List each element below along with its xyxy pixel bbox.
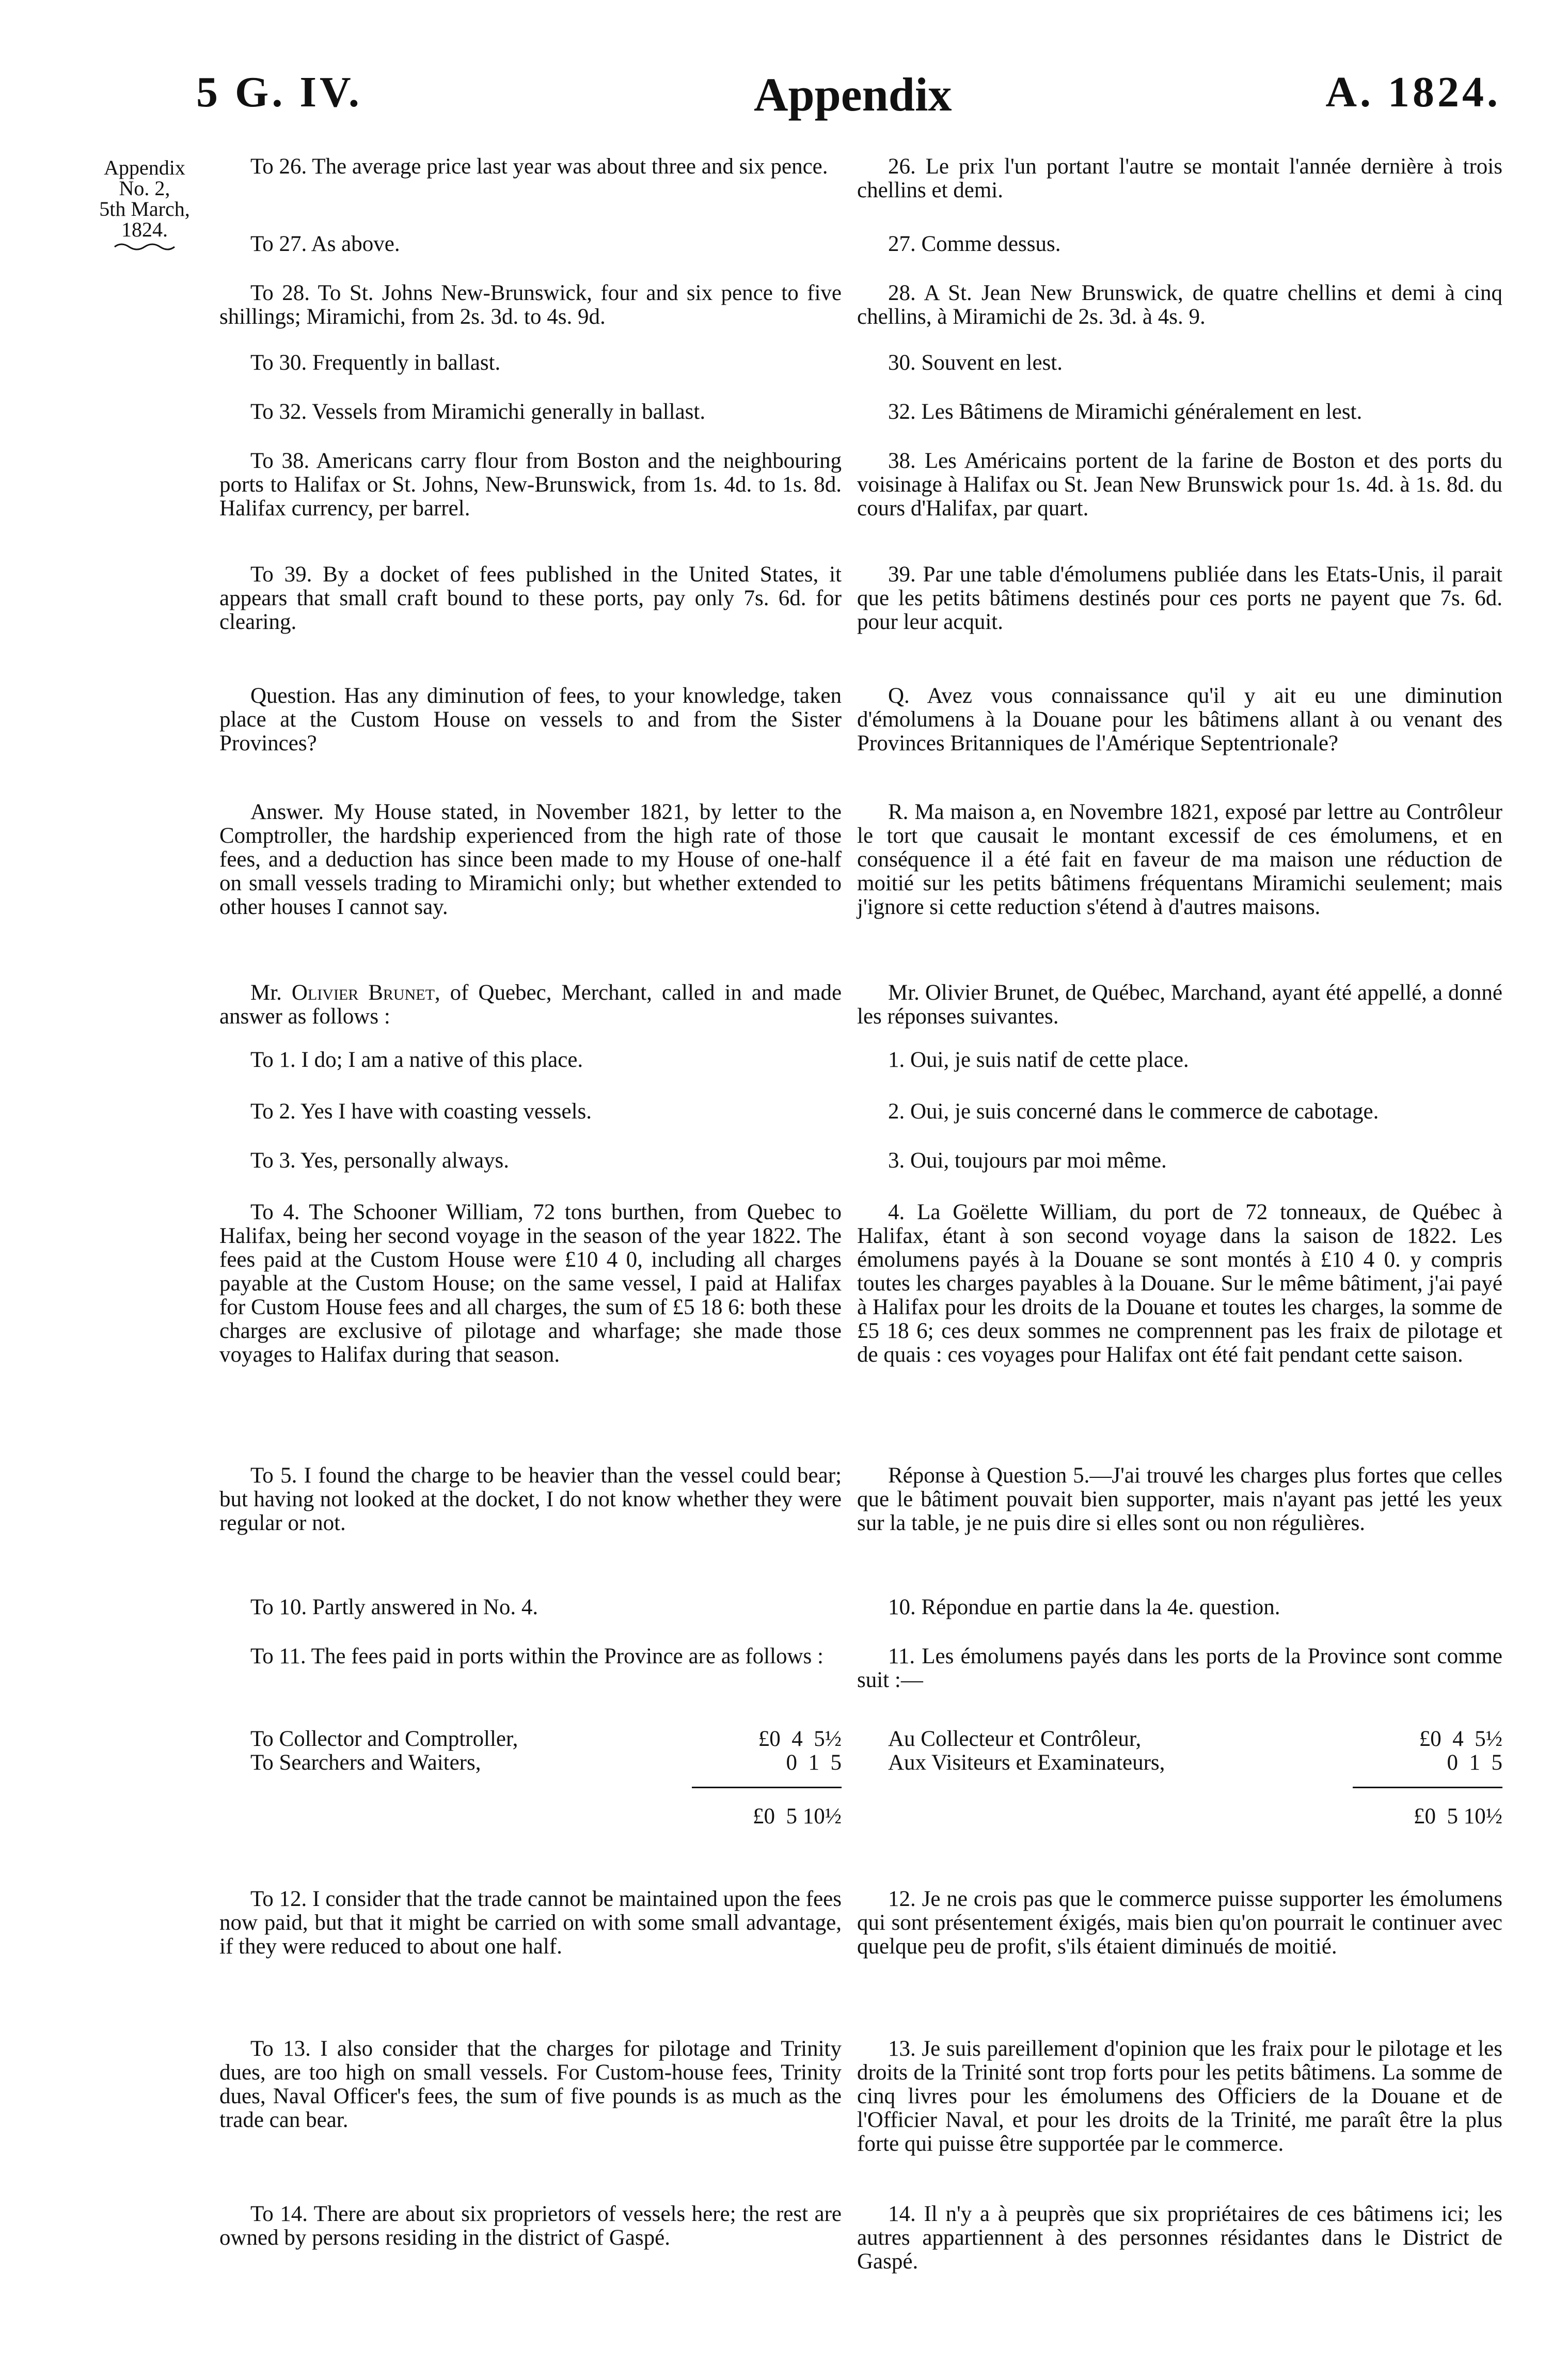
answer-2-en: To 2. Yes I have with coasting vessels.: [250, 1099, 592, 1124]
margin-note-line: No. 2,: [119, 177, 170, 200]
margin-note-line: Appendix: [104, 156, 185, 179]
answer-4-en: To 4. The Schooner William, 72 tons burthen, from Quebec to Halifax, being her second voyage in the season of the year 1822. The fees paid at the Custom House were £10 4 0, including all charges payable at the Custom House; on the same vessel, I paid at Halifax for Custom House fees and all charges, the sum of £5 18 6: both these charges are exclusive of pilotage and wharfage; she made those voyages to Halifax during that season.: [219, 1200, 842, 1367]
answer-13-fr: 13. Je suis pareillement d'opinion que les fraix pour le pilotage et les droits de la Trinité sont trop forts pour les petits bâtimens. La somme de cinq livres pour les émolumens des Officiers de la Douane et de l'Officier Naval, et pour les droits de la Trinité, me paraît être la plus forte qui puisse être supportée par le commerce.: [857, 2037, 1502, 2156]
fee-total: £0 5 10½: [1414, 1804, 1502, 1829]
fee-amount: 0 1 5: [1447, 1751, 1502, 1775]
margin-note-line: 1824.: [121, 218, 168, 241]
answer-28-fr: 28. A St. Jean New Brunswick, de quatre chellins et demi à cinq chellins, à Miramichi de 2s. 3d. à 4s. 9.: [857, 281, 1502, 329]
answer-10-en: To 10. Partly answered in No. 4.: [250, 1595, 538, 1619]
year-label: A. 1824.: [1325, 68, 1501, 116]
answer-12-fr: 12. Je ne crois pas que le commerce puisse supporter les émolumens qui sont présentement éxigés, mais bien qu'on pourrait le continuer avec quelque peu de profit, s'ils étaient diminués de moitié.: [857, 1887, 1502, 1959]
answer-5-fr: Réponse à Question 5.—J'ai trouvé les charges plus fortes que celles que le bâtiment pouvait bien supporter, mais n'ayant pas jetté les yeux sur la table, je ne puis dire si elles sont ou non régulières.: [857, 1463, 1502, 1535]
answer-26-fr: 26. Le prix l'un portant l'autre se montait l'année dernière à trois chellins et demi.: [857, 154, 1502, 202]
answer-13-en: To 13. I also consider that the charges for pilotage and Trinity dues, are too high on small vessels. For Custom-house fees, Trinity dues, Naval Officer's fees, the sum of five pounds is as much as the trade can bear.: [219, 2037, 842, 2132]
fee-label: Aux Visiteurs et Examinateurs,: [888, 1751, 1165, 1775]
answer-10-fr: 10. Répondue en partie dans la 4e. question.: [888, 1595, 1280, 1619]
answer-39-en: To 39. By a docket of fees published in the United States, it appears that small craft bound to these ports, pay only 7s. 6d. for clearing.: [219, 562, 842, 634]
answer-27-fr: 27. Comme dessus.: [888, 232, 1061, 256]
margin-note-line: 5th March,: [99, 197, 190, 220]
page-title: Appendix: [754, 68, 952, 121]
answer-3-en: To 3. Yes, personally always.: [250, 1148, 510, 1173]
fee-amount: £0 4 5½: [1419, 1727, 1502, 1751]
answer-2-fr: 2. Oui, je suis concerné dans le commerce de cabotage.: [888, 1099, 1379, 1124]
answer-14-fr: 14. Il n'y a à peuprès que six propriétaires de ces bâtimens ici; les autres appartiennent à des personnes résidantes dans le District de Gaspé.: [857, 2202, 1502, 2274]
answer-39-fr: 39. Par une table d'émolumens publiée dans les Etats-Unis, il parait que les petits bâtimens destinés pour ces ports ne payent que 7s. 6d. pour leur acquit.: [857, 562, 1502, 634]
fee-row: [857, 1727, 1502, 1751]
ornament-flourish: [85, 240, 204, 252]
answer-4-fr: 4. La Goëlette William, du port de 72 tonneaux, de Québec à Halifax, étant à son second voyage dans la saison de 1822. Les émolumens payés à la Douane se sont montés à £10 4 0. y compris toutes les charges payables à la Douane. Sur le même bâtiment, j'ai payé à Halifax pour les droits de la Douane et toutes les charges, la somme de £5 18 6; ces deux sommes ne comprennent pas les fraix de pilotage et de quais : ces voyages pour Halifax ont été fait pendant cette saison.: [857, 1200, 1502, 1367]
witness-prefix: Mr.: [250, 981, 282, 1005]
fee-label: To Searchers and Waiters,: [250, 1751, 481, 1775]
answer-32-en: To 32. Vessels from Miramichi generally in ballast.: [250, 400, 706, 424]
answer-en: Answer. My House stated, in November 1821, by letter to the Comptroller, the hardship experienced from the high rate of those fees, and a deduction has since been made to my House of one-half on small vessels trading to Miramichi only; but whether extended to other houses I cannot say.: [219, 800, 842, 919]
answer-1-en: To 1. I do; I am a native of this place.: [250, 1048, 583, 1072]
witness-name: Olivier Brunet: [291, 981, 435, 1005]
answer-26-en: To 26. The average price last year was about three and six pence.: [250, 154, 828, 179]
margin-note: [85, 157, 204, 252]
fee-label: To Collector and Comptroller,: [250, 1727, 518, 1751]
witness-intro-en: [219, 981, 842, 1029]
answer-30-fr: 30. Souvent en lest.: [888, 351, 1063, 375]
answer-1-fr: 1. Oui, je suis natif de cette place.: [888, 1048, 1189, 1072]
answer-12-en: To 12. I consider that the trade cannot be maintained upon the fees now paid, but that it might be carried on with some small advantage, if they were reduced to about one half.: [219, 1887, 842, 1959]
fee-label: Au Collecteur et Contrôleur,: [888, 1727, 1142, 1751]
answer-27-en: To 27. As above.: [250, 232, 400, 256]
answer-28-en: To 28. To St. Johns New-Brunswick, four and six pence to five shillings; Miramichi, from 2s. 3d. to 4s. 9d.: [219, 281, 842, 329]
question-en: Question. Has any diminution of fees, to your knowledge, taken place at the Custom House on vessels to and from the Sister Provinces?: [219, 684, 842, 755]
page-header: [196, 67, 1501, 124]
fee-row: [219, 1751, 842, 1775]
answer-fr: R. Ma maison a, en Novembre 1821, exposé par lettre au Contrôleur le tort que causait le montant excessif de ces émolumens, et en conséquence il a été fait en faveur de ma maison une réduction de moitié sur les petits bâtimens fréquentans Miramichi seulement; mais j'ignore si cette reduction s'étend à d'autres maisons.: [857, 800, 1502, 919]
answer-30-en: To 30. Frequently in ballast.: [250, 351, 501, 375]
flourish-icon: [114, 241, 176, 252]
answer-38-en: To 38. Americans carry flour from Boston and the neighbouring ports to Halifax or St. Johns, New-Brunswick, from 1s. 4d. to 1s. 8d. Halifax currency, per barrel.: [219, 449, 842, 521]
fee-total: £0 5 10½: [753, 1804, 842, 1829]
total-rule: [1353, 1787, 1502, 1788]
answer-11-en: To 11. The fees paid in ports within the Province are as follows :: [250, 1644, 823, 1668]
fee-row: [857, 1751, 1502, 1775]
fee-table-en: [219, 1727, 842, 1829]
total-rule: [692, 1787, 842, 1788]
answer-5-en: To 5. I found the charge to be heavier than the vessel could bear; but having not looked at the docket, I do not know whether they were regular or not.: [219, 1463, 842, 1535]
fee-amount: 0 1 5: [786, 1751, 842, 1775]
answer-32-fr: 32. Les Bâtimens de Miramichi généralement en lest.: [888, 400, 1363, 424]
answer-38-fr: 38. Les Américains portent de la farine de Boston et des ports du voisinage à Halifax ou St. Jean New Brunswick pour 1s. 4d. à 1s. 8d. du cours d'Halifax, par quart.: [857, 449, 1502, 521]
session-label: 5 G. IV.: [196, 68, 362, 116]
fee-table-fr: [857, 1727, 1502, 1829]
answer-14-en: To 14. There are about six proprietors of vessels here; the rest are owned by persons residing in the district of Gaspé.: [219, 2202, 842, 2250]
answer-3-fr: 3. Oui, toujours par moi même.: [888, 1148, 1167, 1173]
witness-rest: , of Quebec, Merchant, called in and made answer as follows :: [219, 981, 842, 1029]
fee-amount: £0 4 5½: [758, 1727, 842, 1751]
question-fr: Q. Avez vous connaissance qu'il y ait eu une diminution d'émolumens à la Douane pour les bâtimens allant à ou venant des Provinces Britanniques de l'Amérique Septentrionale?: [857, 684, 1502, 755]
witness-intro-fr: Mr. Olivier Brunet, de Québec, Marchand, ayant été appellé, a donné les réponses suivantes.: [857, 981, 1502, 1029]
fee-row: [219, 1727, 842, 1751]
answer-11-fr: 11. Les émolumens payés dans les ports de la Province sont comme suit :—: [857, 1644, 1502, 1692]
